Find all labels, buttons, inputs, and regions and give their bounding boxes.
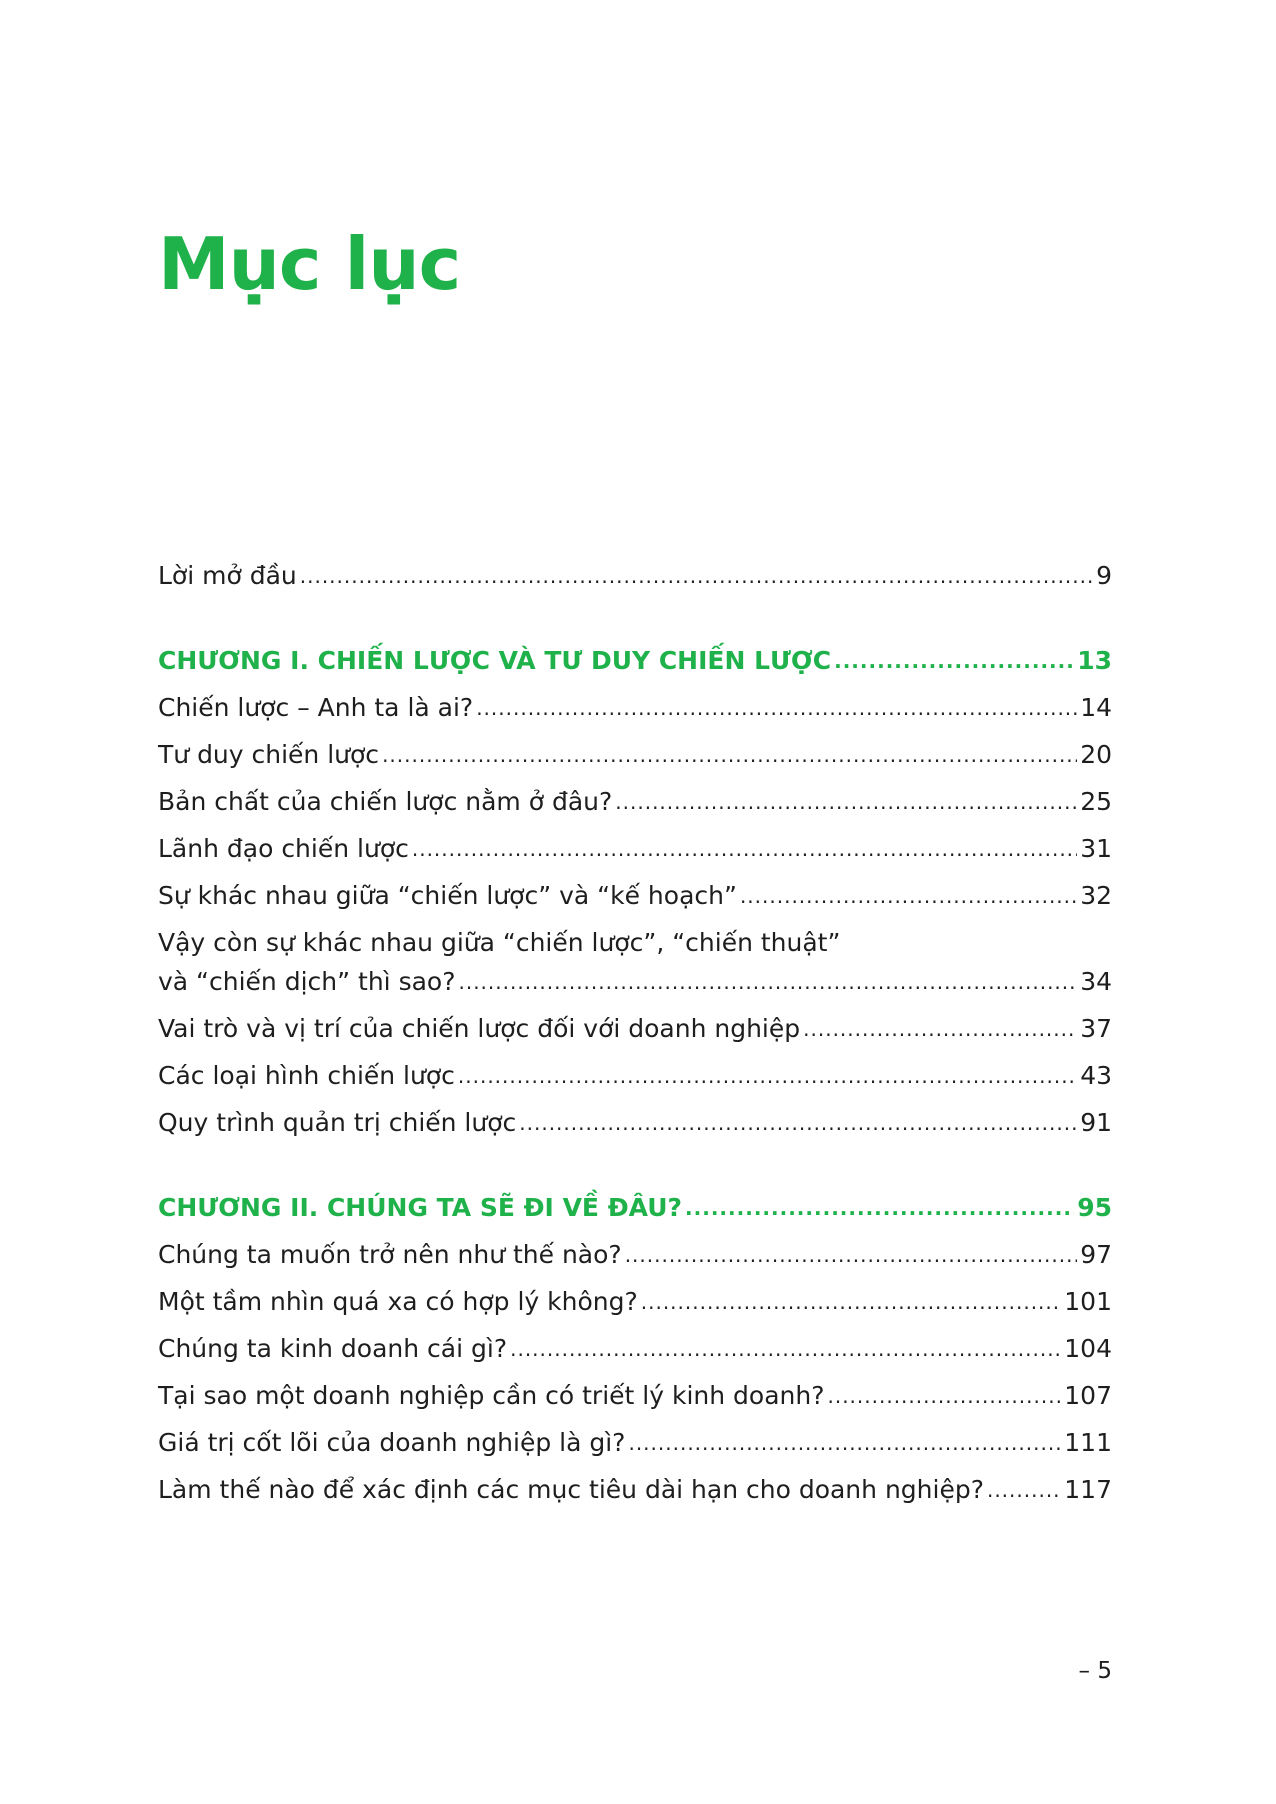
toc-entry-page: 43 bbox=[1080, 1061, 1112, 1090]
toc-entry-title: Lời mở đầu bbox=[158, 561, 297, 590]
toc-entry bbox=[158, 998, 1112, 1045]
toc-entry-title: Các loại hình chiến lược bbox=[158, 1061, 455, 1090]
toc-entry-title: Giá trị cốt lõi của doanh nghiệp là gì? bbox=[158, 1428, 626, 1457]
dot-leader bbox=[740, 880, 1077, 912]
toc-chapter-page: 13 bbox=[1077, 646, 1112, 675]
toc-entry-title: Tại sao một doanh nghiệp cần có triết lý kinh doanh? bbox=[158, 1381, 825, 1410]
dot-leader bbox=[615, 786, 1077, 818]
toc-chapter-1 bbox=[158, 630, 1112, 677]
toc-entry bbox=[158, 818, 1112, 865]
toc-entry-page: 111 bbox=[1064, 1428, 1112, 1457]
toc-chapter-title: CHƯƠNG I. CHIẾN LƯỢC VÀ TƯ DUY CHIẾN LƯỢC bbox=[158, 646, 832, 675]
toc-entry-two-line bbox=[158, 912, 1112, 998]
toc-entry-page: 9 bbox=[1096, 561, 1112, 590]
toc-entry-title: Tư duy chiến lược bbox=[158, 740, 380, 769]
toc-entry-line2 bbox=[158, 966, 1112, 998]
toc-entry-title-line1: Vậy còn sự khác nhau giữa “chiến lược”, “chiến thuật” bbox=[158, 928, 841, 957]
toc-entry-title: Làm thế nào để xác định các mục tiêu dài hạn cho doanh nghiệp? bbox=[158, 1475, 984, 1504]
dot-leader bbox=[685, 1192, 1074, 1224]
toc-entry bbox=[158, 1365, 1112, 1412]
toc-entry bbox=[158, 1412, 1112, 1459]
toc-chapter-2 bbox=[158, 1177, 1112, 1224]
toc-entry bbox=[158, 1318, 1112, 1365]
table-of-contents bbox=[158, 545, 1112, 1506]
toc-entry-title: Quy trình quản trị chiến lược bbox=[158, 1108, 517, 1137]
toc-entry-page: 97 bbox=[1080, 1240, 1112, 1269]
dot-leader bbox=[803, 1013, 1077, 1045]
toc-entry bbox=[158, 771, 1112, 818]
toc-entry-title: Một tầm nhìn quá xa có hợp lý không? bbox=[158, 1287, 638, 1316]
dot-leader bbox=[510, 1333, 1061, 1365]
toc-entry-page: 14 bbox=[1080, 693, 1112, 722]
toc-entry-page: 31 bbox=[1080, 834, 1112, 863]
toc-entry-page: 101 bbox=[1064, 1287, 1112, 1316]
toc-entry-title: Chúng ta kinh doanh cái gì? bbox=[158, 1334, 508, 1363]
toc-entry bbox=[158, 1224, 1112, 1271]
toc-entry-page: 91 bbox=[1080, 1108, 1112, 1137]
toc-entry-title: Bản chất của chiến lược nằm ở đâu? bbox=[158, 787, 613, 816]
toc-entry bbox=[158, 1459, 1112, 1506]
page-number: – 5 bbox=[1078, 1658, 1112, 1684]
dot-leader bbox=[458, 1060, 1077, 1092]
toc-entry-title: Lãnh đạo chiến lược bbox=[158, 834, 409, 863]
toc-entry-page: 25 bbox=[1080, 787, 1112, 816]
dot-leader bbox=[458, 966, 1077, 998]
dot-leader bbox=[987, 1474, 1061, 1506]
dot-leader bbox=[641, 1286, 1062, 1318]
toc-entry-title: Vai trò và vị trí của chiến lược đối với doanh nghiệp bbox=[158, 1014, 801, 1043]
dot-leader bbox=[382, 739, 1077, 771]
dot-leader bbox=[476, 692, 1077, 724]
toc-entry-title: Chúng ta muốn trở nên như thế nào? bbox=[158, 1240, 622, 1269]
toc-entry bbox=[158, 724, 1112, 771]
dot-leader bbox=[625, 1239, 1078, 1271]
dot-leader bbox=[412, 833, 1077, 865]
toc-chapter-page: 95 bbox=[1077, 1193, 1112, 1222]
toc-entry-page: 32 bbox=[1080, 881, 1112, 910]
dot-leader bbox=[834, 645, 1074, 677]
toc-entry-page: 107 bbox=[1064, 1381, 1112, 1410]
page-title: Mục lục bbox=[158, 222, 461, 306]
toc-entry-title-line2: và “chiến dịch” thì sao? bbox=[158, 967, 456, 996]
toc-entry-preface bbox=[158, 545, 1112, 592]
toc-entry-title: Sự khác nhau giữa “chiến lược” và “kế hoạch” bbox=[158, 881, 737, 910]
toc-entry bbox=[158, 1092, 1112, 1139]
toc-entry-page: 117 bbox=[1064, 1475, 1112, 1504]
toc-entry-page: 104 bbox=[1064, 1334, 1112, 1363]
toc-entry-title: Chiến lược – Anh ta là ai? bbox=[158, 693, 474, 722]
toc-entry bbox=[158, 865, 1112, 912]
toc-entry-page: 37 bbox=[1080, 1014, 1112, 1043]
toc-entry bbox=[158, 1271, 1112, 1318]
dot-leader bbox=[519, 1107, 1077, 1139]
toc-entry bbox=[158, 1045, 1112, 1092]
dot-leader bbox=[628, 1427, 1061, 1459]
toc-entry-page: 20 bbox=[1080, 740, 1112, 769]
toc-chapter-title: CHƯƠNG II. CHÚNG TA SẼ ĐI VỀ ĐÂU? bbox=[158, 1193, 683, 1222]
toc-entry-page: 34 bbox=[1080, 967, 1112, 996]
dot-leader bbox=[827, 1380, 1061, 1412]
toc-entry bbox=[158, 677, 1112, 724]
dot-leader bbox=[300, 560, 1093, 592]
